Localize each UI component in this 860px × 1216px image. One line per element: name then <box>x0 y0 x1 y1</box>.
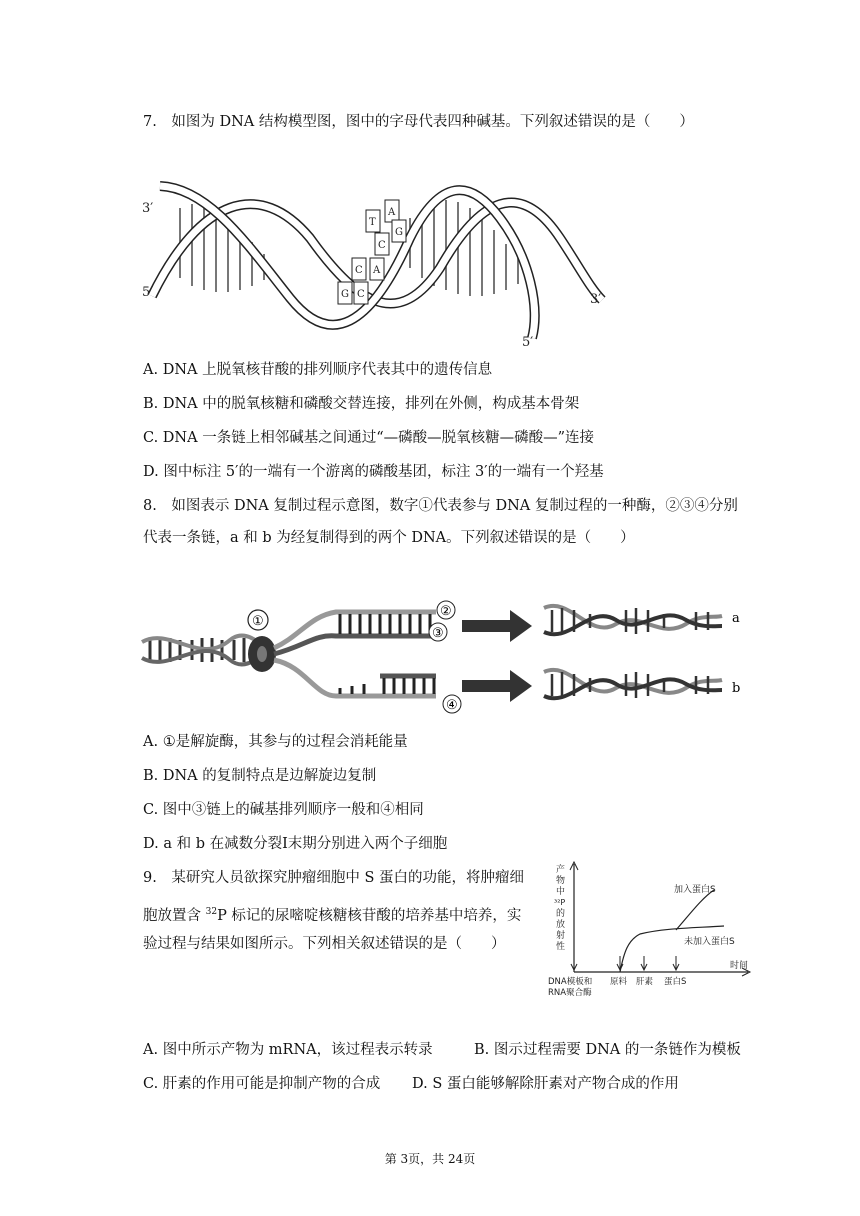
label-enzyme-1: ① <box>252 614 264 629</box>
ylabel-char: 的 <box>556 909 566 919</box>
xlabel: 时间 <box>730 961 749 971</box>
label-dna-b: b <box>732 681 741 696</box>
label-dna-a: a <box>732 611 740 626</box>
base-label: G <box>341 289 349 300</box>
q8-dna-replication-figure <box>140 596 760 718</box>
q8-option-b: B. DNA 的复制特点是边解旋边复制 <box>143 768 377 784</box>
marker-heparin: 肝素 <box>636 977 654 987</box>
q9-stem-line1: 9. 某研究人员欲探究肿瘤细胞中 S 蛋白的功能，将肿瘤细 <box>143 870 524 886</box>
isotope-superscript: 32 <box>205 907 218 917</box>
base-label: C <box>355 265 363 276</box>
q9-stem-line2-post: P 标记的尿嘧啶核糖核苷酸的培养基中培养，实 <box>217 907 522 924</box>
curve-label-with-s: 加入蛋白S <box>674 885 716 895</box>
label-strand-4: ④ <box>446 698 458 713</box>
marker-template: DNA模板和 <box>548 977 593 987</box>
q9-option-c: C. 肝素的作用可能是抑制产物的合成 <box>143 1076 381 1092</box>
label-strand-3: ③ <box>432 626 444 641</box>
q8-stem-line2: 代表一条链，a 和 b 为经复制得到的两个 DNA。下列叙述错误的是（ ） <box>143 530 635 546</box>
q9-stem-line2-pre: 胞放置含 <box>143 907 206 924</box>
marker-protein-s: 蛋白S <box>664 977 687 987</box>
marker-template: RNA聚合酶 <box>548 988 592 998</box>
q7-option-a: A. DNA 上脱氧核苷酸的排列顺序代表其中的遗传信息 <box>143 362 493 378</box>
ylabel-char: 产 <box>556 865 566 875</box>
curve-label-without-s: 未加入蛋白S <box>684 937 735 947</box>
q9-stem-line2 <box>143 902 521 926</box>
q8-option-c: C. 图中③链上的碱基排列顺序一般和④相同 <box>143 802 424 818</box>
q8-stem-line1: 8. 如图表示 DNA 复制过程示意图，数字①代表参与 DNA 复制过程的一种酶，②③④分别 <box>143 498 738 514</box>
base-label: A <box>388 207 396 218</box>
q7-option-c: C. DNA 一条链上相邻碱基之间通过“—磷酸—脱氧核糖—磷酸—”连接 <box>143 430 595 446</box>
base-label: G <box>395 227 403 238</box>
q9-stem-line3: 验过程与结果如图所示。下列相关叙述错误的是（ ） <box>143 936 506 952</box>
end-label-3prime: 3′ <box>142 201 154 216</box>
ylabel-char: 中 <box>556 887 566 897</box>
base-label: A <box>373 265 381 276</box>
label-strand-2: ② <box>440 604 452 619</box>
ylabel-char: ³²P <box>554 898 566 907</box>
ylabel-char: 放 <box>556 920 566 930</box>
end-label-3prime: 3′ <box>590 292 602 307</box>
q9-radioactivity-chart <box>544 856 756 1006</box>
ylabel-char: 性 <box>556 942 566 952</box>
q7-stem: 7. 如图为 DNA 结构模型图，图中的字母代表四种碱基。下列叙述错误的是（ ） <box>143 114 694 130</box>
page-footer: 第 3页，共 24页 <box>384 1152 476 1166</box>
q8-option-d: D. a 和 b 在减数分裂Ⅰ末期分别进入两个子细胞 <box>143 836 448 852</box>
q7-dna-structure-figure <box>140 178 610 350</box>
ylabel-char: 射 <box>556 931 566 941</box>
q9-option-b: B. 图示过程需要 DNA 的一条链作为模板 <box>474 1042 741 1058</box>
q7-option-d: D. 图中标注 5′的一端有一个游离的磷酸基团，标注 3′的一端有一个羟基 <box>143 464 604 480</box>
end-label-5prime: 5′ <box>142 285 154 300</box>
end-label-5prime: 5′ <box>522 335 534 350</box>
marker-raw-material: 原料 <box>610 977 628 987</box>
base-label: C <box>378 240 386 251</box>
q9-option-d: D. S 蛋白能够解除肝素对产物合成的作用 <box>412 1076 679 1092</box>
base-label: C <box>357 289 365 300</box>
q7-option-b: B. DNA 中的脱氧核糖和磷酸交替连接，排列在外侧，构成基本骨架 <box>143 396 580 412</box>
q9-option-a: A. 图中所示产物为 mRNA，该过程表示转录 <box>143 1042 433 1058</box>
base-label: T <box>369 217 376 228</box>
ylabel-char: 物 <box>556 876 566 886</box>
q8-option-a: A. ①是解旋酶，其参与的过程会消耗能量 <box>143 734 408 750</box>
